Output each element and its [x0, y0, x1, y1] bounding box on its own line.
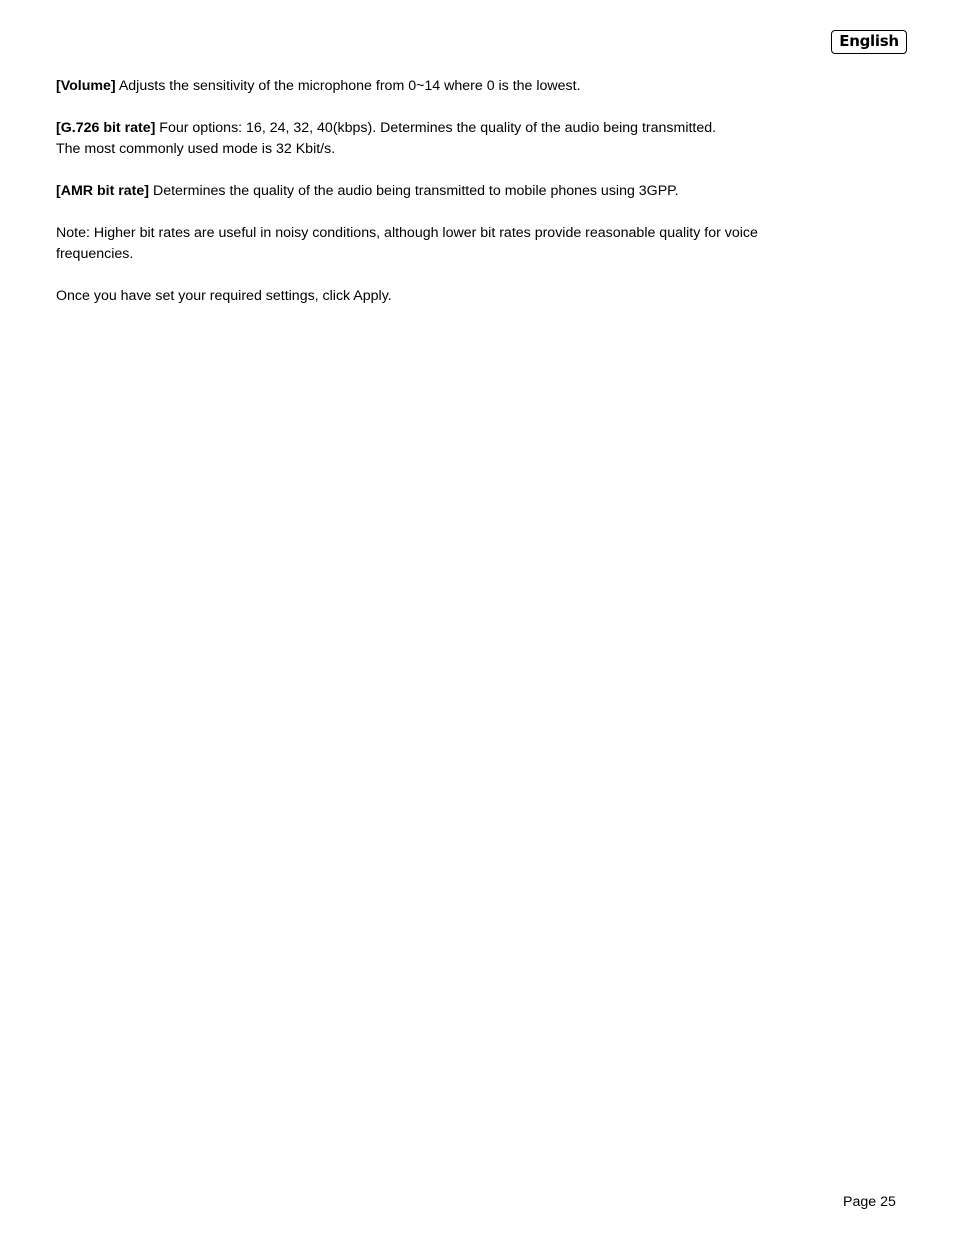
note-text-line2: frequencies.	[56, 246, 134, 262]
page-number: Page 25	[843, 1194, 896, 1210]
apply-instruction-text: Once you have set your required settings, click Apply.	[56, 288, 392, 304]
g726-term: [G.726 bit rate]	[56, 120, 156, 136]
volume-description: Adjusts the sensitivity of the microphone from 0~14 where 0 is the lowest.	[118, 78, 581, 94]
amr-term: [AMR bit rate]	[56, 183, 150, 199]
g726-paragraph	[56, 118, 886, 160]
g726-description-line2: The most commonly used mode is 32 Kbit/s.	[56, 141, 336, 157]
note-paragraph	[56, 223, 886, 265]
volume-paragraph	[56, 76, 886, 97]
language-badge: English	[831, 30, 907, 54]
amr-description: Determines the quality of the audio being transmitted to mobile phones using 3GPP.	[152, 183, 679, 199]
amr-paragraph	[56, 181, 886, 202]
volume-term: [Volume]	[56, 78, 116, 94]
note-text: Note: Higher bit rates are useful in noisy conditions, although lower bit rates provide reasonable quality for voice	[56, 225, 758, 241]
apply-instruction	[56, 286, 886, 307]
document-body	[56, 76, 886, 328]
g726-description: Four options: 16, 24, 32, 40(kbps). Determines the quality of the audio being transmitted.	[159, 120, 717, 136]
